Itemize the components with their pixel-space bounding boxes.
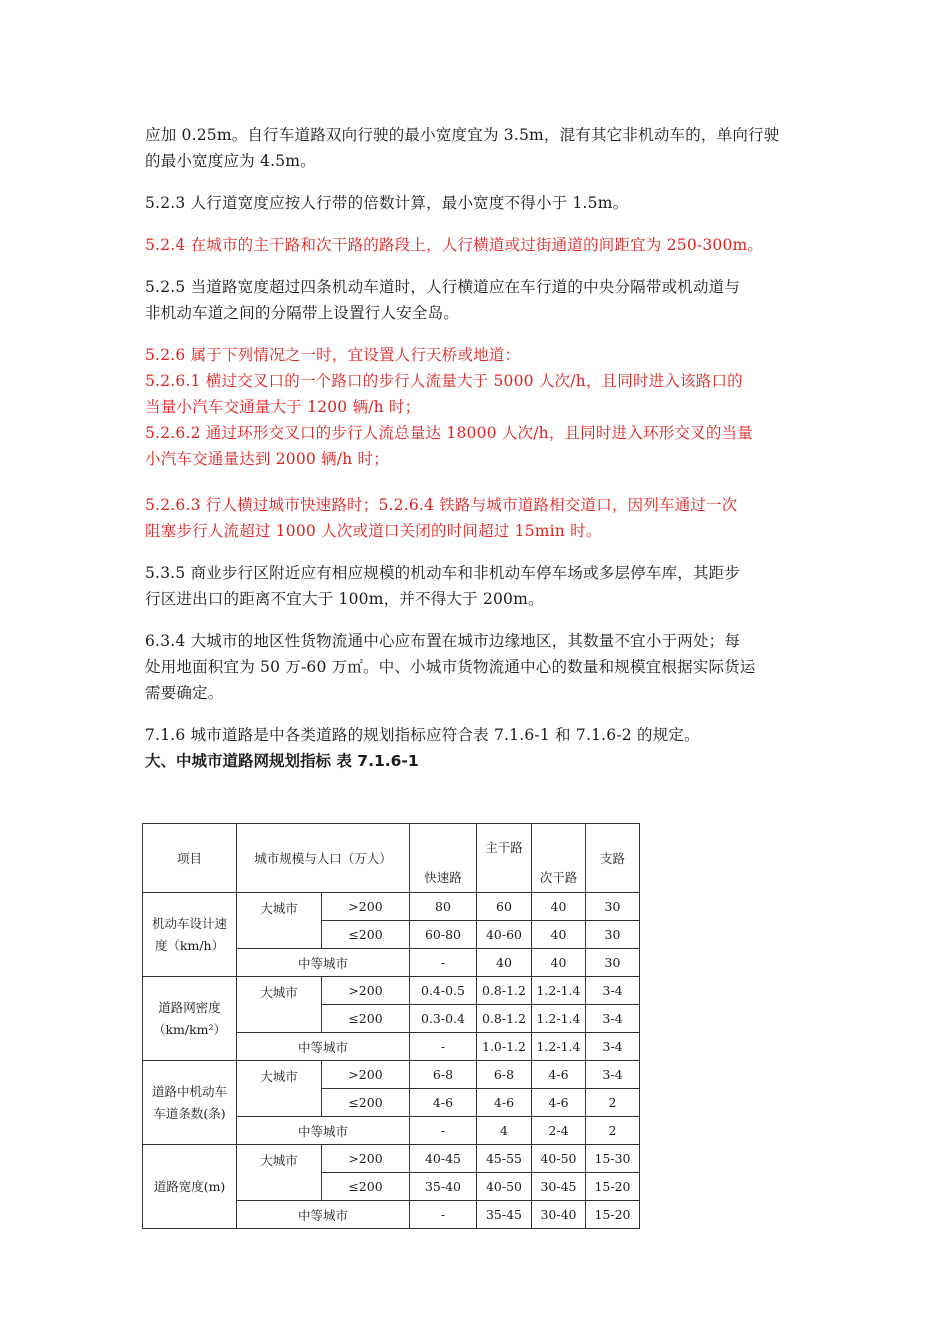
text-line: 5.2.6 属于下列情况之一时，宜设置人行天桥或地道：	[145, 346, 521, 364]
table-cell: -	[410, 1117, 477, 1145]
table-title: 大、中城市道路网规划指标 表 7.1.6-1	[145, 752, 419, 770]
population-label: >200	[322, 893, 410, 921]
table-cell: 60	[477, 893, 532, 921]
text-line: 5.2.6.3 行人横过城市快速路时；5.2.6.4 铁路与城市道路相交道口，因列车通过一次	[145, 496, 738, 514]
paragraph-bicycle-width	[145, 122, 810, 174]
header-branch: 支路	[586, 824, 640, 893]
table-cell: 1.2-1.4	[532, 977, 586, 1005]
table-cell: 4-6	[532, 1061, 586, 1089]
table-row	[143, 977, 640, 1005]
table-cell: 2-4	[532, 1117, 586, 1145]
table-cell: 30-45	[532, 1173, 586, 1201]
population-label: >200	[322, 977, 410, 1005]
row-group-label	[143, 1145, 237, 1229]
row-group-label-line: 道路宽度(m)	[153, 1178, 226, 1194]
row-group-label-line: 道路中机动车	[151, 1083, 227, 1099]
medium-city-label: 中等城市	[237, 949, 410, 977]
text-line: 5.3.5 商业步行区附近应有相应规模的机动车和非机动车停车场或多层停车库，其距步	[145, 564, 741, 582]
text-line: 行区进出口的距离不宜大于 100m，并不得大于 200m。	[145, 590, 544, 608]
text-line: 非机动车道之间的分隔带上设置行人安全岛。	[145, 304, 460, 322]
table-row	[143, 893, 640, 921]
medium-city-label: 中等城市	[237, 1033, 410, 1061]
table-cell: 3-4	[586, 1061, 640, 1089]
table-cell: 3-4	[586, 1005, 640, 1033]
text-line: 5.2.6.1 横过交叉口的一个路口的步行人流量大于 5000 人次/h，且同时进入该路口的	[145, 372, 743, 390]
table-cell: 30-40	[532, 1201, 586, 1229]
table-cell: 0.4-0.5	[410, 977, 477, 1005]
table-cell: 35-40	[410, 1173, 477, 1201]
table-cell: 1.2-1.4	[532, 1005, 586, 1033]
table-cell: -	[410, 1201, 477, 1229]
row-group-label-line: 车道条数(条)	[153, 1105, 226, 1121]
city-size-label: 大城市	[237, 1061, 322, 1117]
table-cell: 40-50	[532, 1145, 586, 1173]
table-cell: 15-20	[586, 1173, 640, 1201]
text-line: 6.3.4 大城市的地区性货物流通中心应布置在城市边缘地区，其数量不宜小于两处；每	[145, 632, 741, 650]
row-group-label	[143, 1061, 237, 1145]
row-group-label-line: 道路网密度	[158, 999, 221, 1015]
population-label: >200	[322, 1061, 410, 1089]
road-network-indicator-table	[142, 823, 640, 1229]
table-cell: 40-50	[477, 1173, 532, 1201]
row-group-label-line: （km/km²）	[152, 1021, 227, 1037]
table-cell: 6-8	[410, 1061, 477, 1089]
text-line: 需要确定。	[145, 684, 224, 702]
table-row	[143, 1145, 640, 1173]
table-cell: 30	[586, 921, 640, 949]
table-cell: 30	[586, 893, 640, 921]
text-line: 当量小汽车交通量大于 1200 辆/h 时；	[145, 398, 421, 416]
table-row	[143, 1061, 640, 1089]
table-cell: 1.2-1.4	[532, 1033, 586, 1061]
text-line: 的最小宽度应为 4.5m。	[145, 152, 316, 170]
table-cell: 0.8-1.2	[477, 977, 532, 1005]
table-cell: 30	[586, 949, 640, 977]
table-cell: 15-20	[586, 1201, 640, 1229]
medium-city-label: 中等城市	[237, 1201, 410, 1229]
paragraph-6-3-4	[145, 628, 810, 706]
city-size-label: 大城市	[237, 977, 322, 1033]
paragraph-5-3-5	[145, 560, 810, 612]
text-line: 应加 0.25m。自行车道路双向行驶的最小宽度宜为 3.5m，混有其它非机动车的，单向行驶	[145, 126, 780, 144]
table-cell: 2	[586, 1117, 640, 1145]
paragraph-5-2-6-3	[145, 492, 810, 544]
population-label: ≤200	[322, 1005, 410, 1033]
row-group-label	[143, 893, 237, 977]
header-arterial: 主干路	[477, 824, 532, 893]
table-cell: 15-30	[586, 1145, 640, 1173]
table-cell: 40	[532, 893, 586, 921]
paragraph-5-2-3	[145, 190, 810, 216]
text-line: 处用地面积宜为 50 万-60 万㎡。中、小城市货物流通中心的数量和规模宜根据实际货运	[145, 658, 756, 676]
table-header-row	[143, 824, 640, 893]
table-cell: 4	[477, 1117, 532, 1145]
table-cell: 60-80	[410, 921, 477, 949]
table-cell: 40	[532, 921, 586, 949]
table-cell: 4-6	[477, 1089, 532, 1117]
text-line: 5.2.6.2 通过环形交叉口的步行人流总量达 18000 人次/h，且同时进入环形交叉的当量	[145, 424, 753, 442]
text-line: 5.2.4 在城市的主干路和次干路的路段上，人行横道或过街通道的间距宜为 250-300m。	[145, 236, 764, 254]
paragraph-5-2-4	[145, 232, 810, 258]
table-cell: 0.8-1.2	[477, 1005, 532, 1033]
table-cell: 2	[586, 1089, 640, 1117]
table-cell: 6-8	[477, 1061, 532, 1089]
table-body	[143, 893, 640, 1229]
document-body	[145, 122, 810, 774]
table-cell: -	[410, 949, 477, 977]
text-line: 5.2.3 人行道宽度应按人行带的倍数计算，最小宽度不得小于 1.5m。	[145, 194, 629, 212]
header-scale: 城市规模与人口（万人）	[237, 824, 410, 893]
text-line: 5.2.5 当道路宽度超过四条机动车道时，人行横道应在车行道的中央分隔带或机动道与	[145, 278, 741, 296]
table-cell: 40	[477, 949, 532, 977]
row-group-label-line: 度（km/h）	[154, 937, 225, 953]
city-size-label: 大城市	[237, 1145, 322, 1201]
table-cell: 40-60	[477, 921, 532, 949]
table-cell: 40-45	[410, 1145, 477, 1173]
table-cell: 45-55	[477, 1145, 532, 1173]
table-cell: 3-4	[586, 1033, 640, 1061]
paragraph-5-2-5	[145, 274, 810, 326]
header-expressway: 快速路	[410, 824, 477, 893]
table-cell: 3-4	[586, 977, 640, 1005]
text-line: 小汽车交通量达到 2000 辆/h 时；	[145, 450, 389, 468]
table-cell: 4-6	[532, 1089, 586, 1117]
medium-city-label: 中等城市	[237, 1117, 410, 1145]
population-label: >200	[322, 1145, 410, 1173]
table-cell: 35-45	[477, 1201, 532, 1229]
population-label: ≤200	[322, 921, 410, 949]
row-group-label-line: 机动车设计速	[151, 915, 227, 931]
text-line: 阻塞步行人流超过 1000 人次或道口关闭的时间超过 15min 时。	[145, 522, 602, 540]
city-size-label: 大城市	[237, 893, 322, 949]
table-cell: 1.0-1.2	[477, 1033, 532, 1061]
header-item: 项目	[143, 824, 237, 893]
text-line: 7.1.6 城市道路是中各类道路的规划指标应符合表 7.1.6-1 和 7.1.6-2 的规定。	[145, 726, 700, 744]
row-group-label	[143, 977, 237, 1061]
paragraph-5-2-6	[145, 342, 810, 472]
table-cell: 0.3-0.4	[410, 1005, 477, 1033]
header-secondary: 次干路	[532, 824, 586, 893]
population-label: ≤200	[322, 1173, 410, 1201]
table-cell: 4-6	[410, 1089, 477, 1117]
table-cell: 80	[410, 893, 477, 921]
population-label: ≤200	[322, 1089, 410, 1117]
table-cell: 40	[532, 949, 586, 977]
table-cell: -	[410, 1033, 477, 1061]
paragraph-7-1-6	[145, 722, 810, 748]
